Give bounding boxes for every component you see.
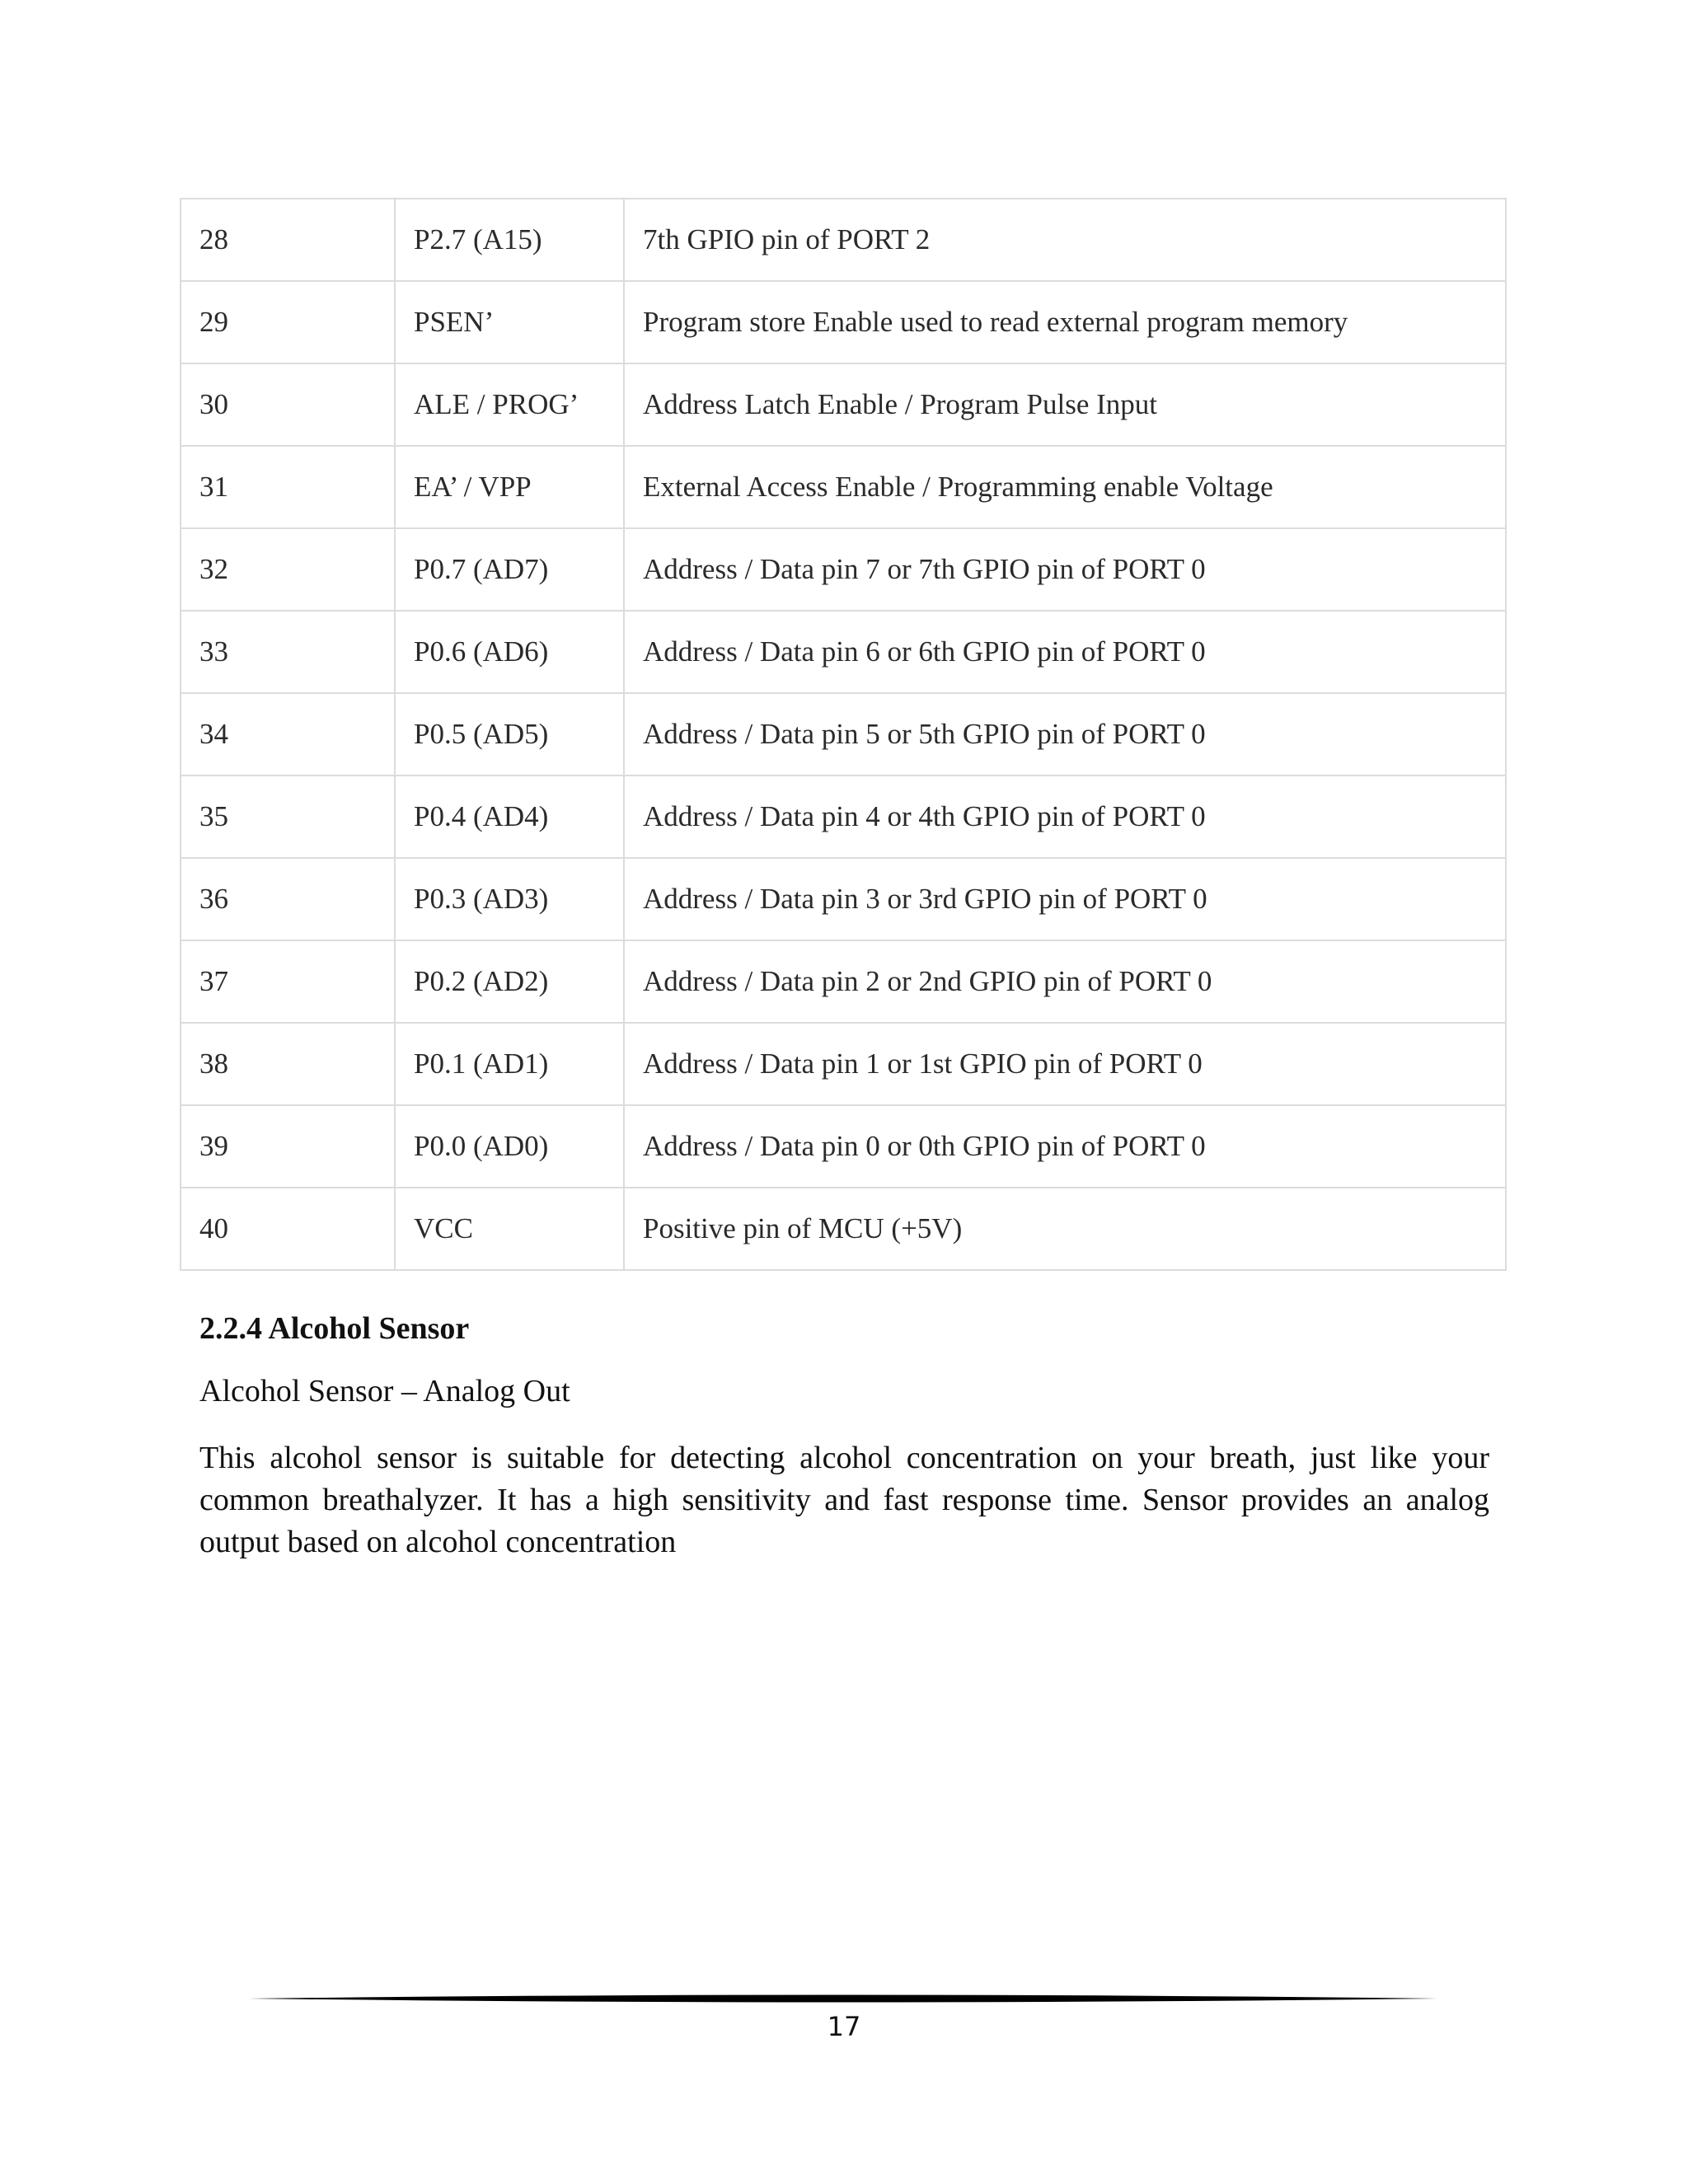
pin-name-cell: ALE / PROG’ xyxy=(395,363,624,446)
pin-number-cell: 29 xyxy=(181,281,395,363)
table-row xyxy=(181,940,1506,1023)
pin-name-cell: P0.7 (AD7) xyxy=(395,528,624,611)
pin-name-cell: EA’ / VPP xyxy=(395,446,624,528)
pin-description-table xyxy=(180,198,1507,1271)
pin-number-cell: 34 xyxy=(181,693,395,776)
pin-number-cell: 36 xyxy=(181,858,395,940)
section-subtitle: Alcohol Sensor – Analog Out xyxy=(199,1374,570,1408)
pin-description-cell: Address / Data pin 2 or 2nd GPIO pin of PORT 0 xyxy=(624,940,1506,1023)
pin-number-cell: 32 xyxy=(181,528,395,611)
pin-description-cell: Program store Enable used to read external program memory xyxy=(624,281,1506,363)
pin-description-cell: Address / Data pin 5 or 5th GPIO pin of PORT 0 xyxy=(624,693,1506,776)
pin-name-cell: P0.1 (AD1) xyxy=(395,1023,624,1105)
table-row xyxy=(181,446,1506,528)
pin-description-cell: Address / Data pin 0 or 0th GPIO pin of PORT 0 xyxy=(624,1105,1506,1188)
table-row xyxy=(181,1188,1506,1270)
page-number: 17 xyxy=(827,2011,861,2042)
pin-number-cell: 40 xyxy=(181,1188,395,1270)
pin-description-cell: Address / Data pin 1 or 1st GPIO pin of PORT 0 xyxy=(624,1023,1506,1105)
pin-description-cell: 7th GPIO pin of PORT 2 xyxy=(624,199,1506,281)
pin-number-cell: 35 xyxy=(181,776,395,858)
pin-description-cell: Address / Data pin 6 or 6th GPIO pin of PORT 0 xyxy=(624,611,1506,693)
footer-rule xyxy=(249,1993,1437,2004)
section-paragraph: This alcohol sensor is suitable for detecting alcohol concentration on your breath, just like your common breathalyzer. It has a high sensitivity and fast response time. Sensor provides an analog output based on alcohol concentration xyxy=(199,1441,1489,1559)
table-row xyxy=(181,199,1506,281)
pin-description-cell: Address Latch Enable / Program Pulse Input xyxy=(624,363,1506,446)
pin-name-cell: P0.6 (AD6) xyxy=(395,611,624,693)
pin-name-cell: P0.4 (AD4) xyxy=(395,776,624,858)
pin-number-cell: 28 xyxy=(181,199,395,281)
pin-number-cell: 30 xyxy=(181,363,395,446)
pin-name-cell: PSEN’ xyxy=(395,281,624,363)
pin-number-cell: 31 xyxy=(181,446,395,528)
pin-name-cell: P0.2 (AD2) xyxy=(395,940,624,1023)
pin-description-cell: Address / Data pin 7 or 7th GPIO pin of PORT 0 xyxy=(624,528,1506,611)
pin-name-cell: VCC xyxy=(395,1188,624,1270)
pin-number-cell: 33 xyxy=(181,611,395,693)
pin-number-cell: 37 xyxy=(181,940,395,1023)
table-row xyxy=(181,693,1506,776)
table-row xyxy=(181,611,1506,693)
pin-name-cell: P2.7 (A15) xyxy=(395,199,624,281)
table-row xyxy=(181,1105,1506,1188)
pin-description-cell: Address / Data pin 3 or 3rd GPIO pin of PORT 0 xyxy=(624,858,1506,940)
pin-name-cell: P0.0 (AD0) xyxy=(395,1105,624,1188)
section-heading: 2.2.4 Alcohol Sensor xyxy=(199,1311,470,1346)
pin-table-body xyxy=(181,199,1506,1270)
pin-name-cell: P0.3 (AD3) xyxy=(395,858,624,940)
pin-number-cell: 39 xyxy=(181,1105,395,1188)
pin-description-cell: Positive pin of MCU (+5V) xyxy=(624,1188,1506,1270)
table-row xyxy=(181,281,1506,363)
table-row xyxy=(181,858,1506,940)
table-row xyxy=(181,528,1506,611)
pin-description-cell: External Access Enable / Programming enable Voltage xyxy=(624,446,1506,528)
table-row xyxy=(181,776,1506,858)
pin-number-cell: 38 xyxy=(181,1023,395,1105)
pin-description-cell: Address / Data pin 4 or 4th GPIO pin of PORT 0 xyxy=(624,776,1506,858)
pin-name-cell: P0.5 (AD5) xyxy=(395,693,624,776)
table-row xyxy=(181,1023,1506,1105)
table-row xyxy=(181,363,1506,446)
